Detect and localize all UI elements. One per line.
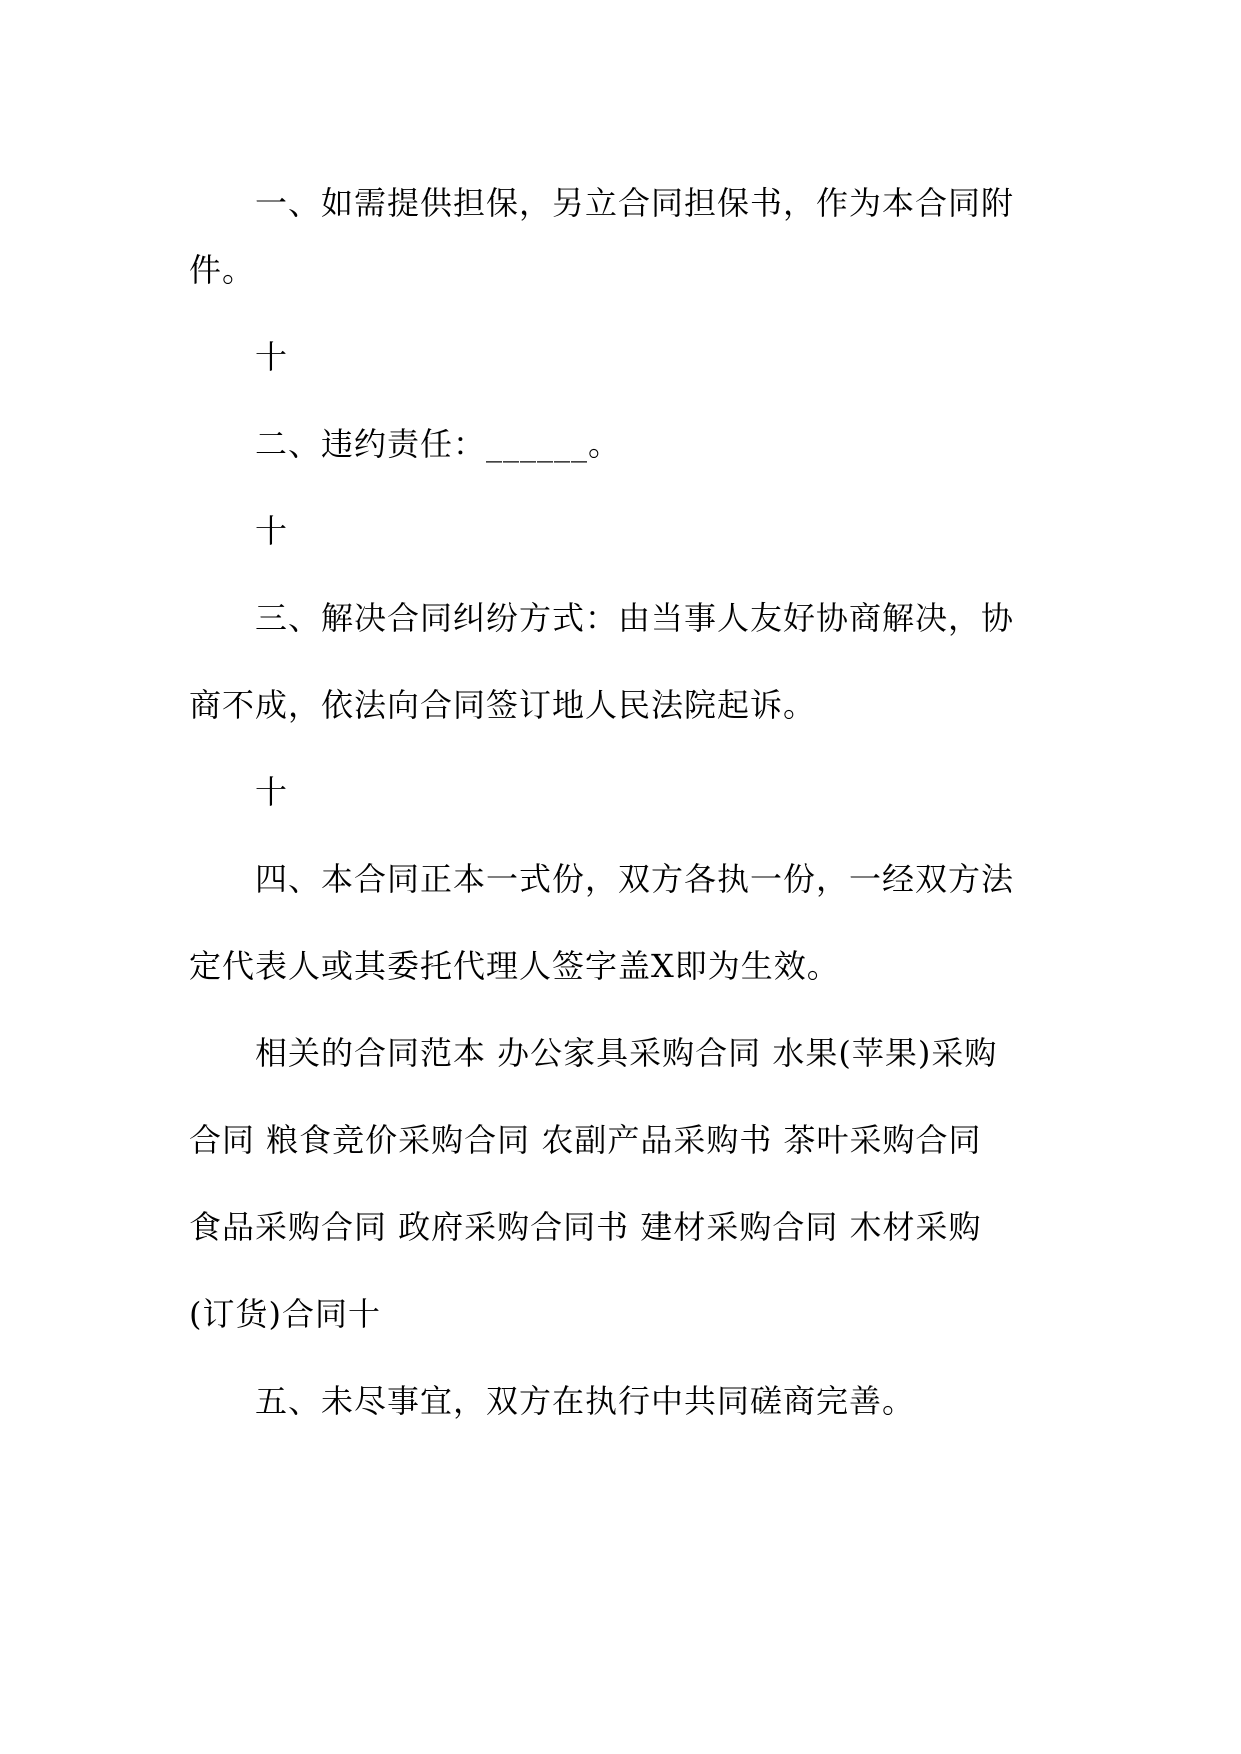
paragraph-1-line-1: 一、如需提供担保，另立合同担保书，作为本合同附 bbox=[255, 184, 1015, 222]
paragraph-5-line-1: 五、未尽事宜，双方在执行中共同磋商完善。 bbox=[255, 1382, 916, 1420]
section-marker-1: 十 bbox=[255, 338, 289, 376]
paragraph-1-line-2: 件。 bbox=[189, 251, 256, 289]
related-templates-line-1: 相关的合同范本 办公家具采购合同 水果(苹果)采购 bbox=[255, 1034, 998, 1072]
paragraph-4-line-2: 定代表人或其委托代理人签字盖X即为生效。 bbox=[189, 947, 840, 985]
paragraph-2-line-1: 二、违约责任：______。 bbox=[255, 425, 622, 463]
paragraph-3-line-1: 三、解决合同纠纷方式：由当事人友好协商解决，协 bbox=[255, 599, 1015, 637]
related-templates-line-4: (订货)合同十 bbox=[189, 1295, 381, 1333]
related-templates-line-3: 食品采购合同 政府采购合同书 建材采购合同 木材采购 bbox=[189, 1208, 982, 1246]
paragraph-4-line-1: 四、本合同正本一式份，双方各执一份，一经双方法 bbox=[255, 860, 1015, 898]
section-marker-3: 十 bbox=[255, 773, 289, 811]
section-marker-2: 十 bbox=[255, 512, 289, 550]
paragraph-3-line-2: 商不成，依法向合同签订地人民法院起诉。 bbox=[189, 686, 817, 724]
related-templates-line-2: 合同 粮食竞价采购合同 农副产品采购书 茶叶采购合同 bbox=[189, 1121, 982, 1159]
